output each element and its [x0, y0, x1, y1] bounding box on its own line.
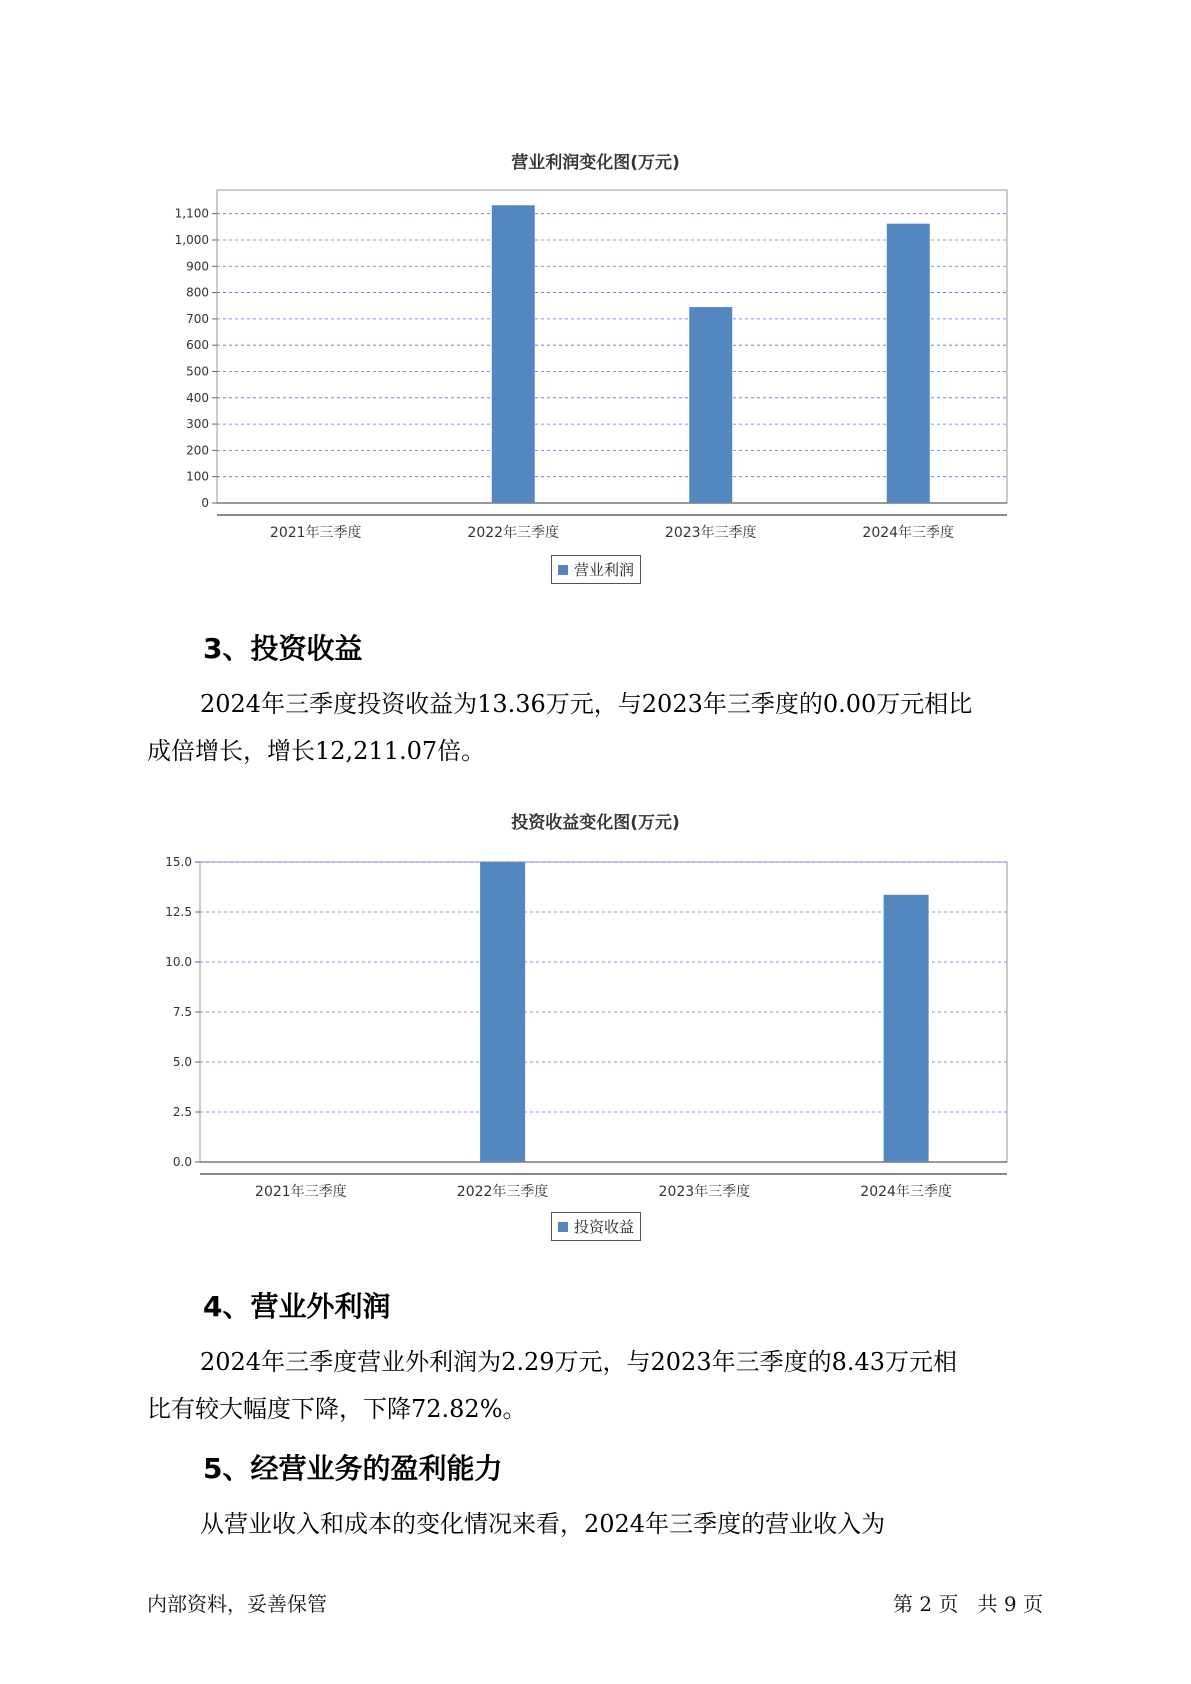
- section-heading: 4、营业外利润: [203, 1290, 391, 1323]
- x-tick-label: 2024年三季度: [862, 525, 955, 541]
- chart-title: 营业利润变化图(万元): [511, 153, 680, 173]
- y-tick-label: 200: [186, 443, 209, 458]
- bar: [887, 224, 930, 503]
- x-tick-label: 2023年三季度: [664, 525, 757, 541]
- paragraph-line: 2024年三季度营业外利润为2.29万元，与2023年三季度的8.43万元相: [200, 1348, 958, 1376]
- paragraph-line: 比有较大幅度下降，下降72.82%。: [147, 1395, 527, 1423]
- legend-swatch: [558, 565, 568, 575]
- y-tick-label: 15.0: [165, 855, 192, 869]
- y-tick-label: 2.5: [172, 1105, 192, 1119]
- y-tick-label: 0: [201, 496, 209, 510]
- footer-page-number: 第 2 页 共 9 页: [893, 1592, 1043, 1616]
- section-paragraph: [147, 1339, 1080, 1433]
- operating-profit-chart-svg: [0, 0, 1191, 600]
- x-tick-label: 2023年三季度: [658, 1184, 751, 1200]
- chart-title: 投资收益变化图(万元): [511, 813, 680, 833]
- operating-profit-chart: [0, 0, 1191, 600]
- y-tick-label: 7.5: [172, 1005, 192, 1019]
- section-paragraph: [147, 681, 1080, 775]
- y-tick-label: 0.0: [172, 1155, 192, 1169]
- investment-income-chart: [0, 820, 1191, 1260]
- y-tick-label: 100: [186, 469, 209, 484]
- bar: [884, 895, 929, 1162]
- legend-label: 营业利润: [574, 561, 635, 579]
- footer-left: 内部资料，妥善保管: [147, 1592, 327, 1616]
- y-tick-label: 600: [186, 338, 209, 353]
- x-tick-label: 2021年三季度: [255, 1184, 347, 1200]
- y-tick-label: 700: [186, 311, 209, 326]
- paragraph-line: 2024年三季度投资收益为13.36万元，与2023年三季度的0.00万元相比: [200, 690, 973, 718]
- investment-income-chart-svg: [0, 820, 1191, 1260]
- legend-swatch: [558, 1222, 568, 1232]
- paragraph-line: 成倍增长，增长12,211.07倍。: [147, 737, 486, 765]
- legend-label: 投资收益: [574, 1218, 635, 1236]
- y-tick-label: 10.0: [165, 955, 192, 969]
- y-tick-label: 800: [186, 285, 209, 300]
- chart-legend: [551, 1212, 641, 1241]
- x-tick-label: 2021年三季度: [269, 525, 362, 541]
- y-tick-label: 900: [186, 259, 209, 274]
- section-paragraph: [200, 1501, 1080, 1548]
- bar: [689, 307, 732, 503]
- y-tick-label: 400: [186, 390, 209, 405]
- y-tick-label: 1,000: [174, 232, 209, 247]
- y-tick-label: 500: [186, 364, 209, 379]
- x-tick-label: 2022年三季度: [467, 525, 560, 541]
- chart-legend: [551, 555, 641, 584]
- y-tick-label: 5.0: [172, 1055, 192, 1069]
- section-heading: 5、经营业务的盈利能力: [203, 1452, 503, 1485]
- bar: [480, 862, 525, 1162]
- y-tick-label: 1,100: [174, 206, 209, 221]
- y-tick-label: 12.5: [165, 905, 192, 919]
- y-tick-label: 300: [186, 417, 209, 432]
- x-tick-label: 2024年三季度: [860, 1184, 952, 1200]
- paragraph-line: 从营业收入和成本的变化情况来看，2024年三季度的营业收入为: [200, 1510, 886, 1538]
- bar: [492, 205, 535, 503]
- section-heading: 3、投资收益: [203, 632, 363, 665]
- x-tick-label: 2022年三季度: [456, 1184, 549, 1200]
